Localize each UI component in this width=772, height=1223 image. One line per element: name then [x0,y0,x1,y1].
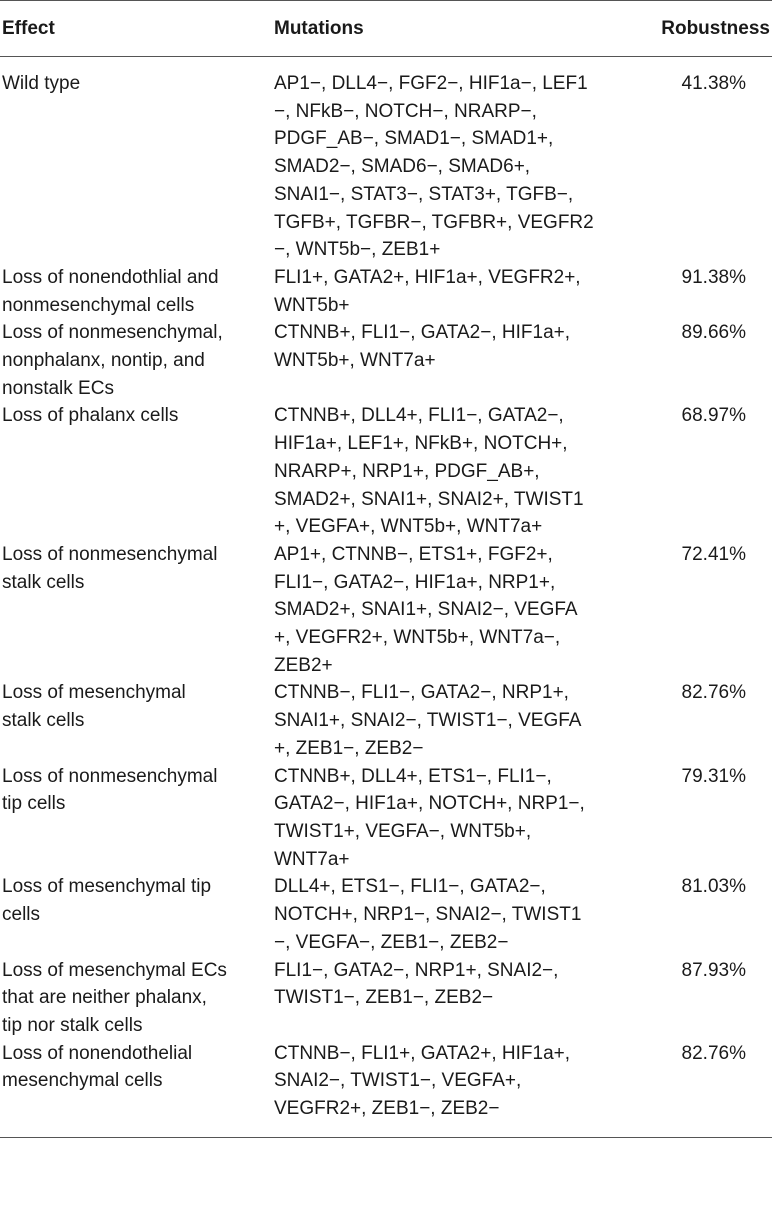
effect-cell-line: stalk cells [2,710,85,732]
effect-cell-line: tip nor stalk cells [2,1014,143,1036]
effect-cell-line: Loss of mesenchymal [2,682,186,704]
effect-cell-line: Loss of mesenchymal tip [2,876,212,898]
mutations-cell-line: +, VEGFR2+, WNT5b+, WNT7a−, [274,627,561,649]
robustness-cell: 81.03% [681,876,746,898]
table-row [0,57,772,264]
mutations-cell [272,679,640,762]
table-row [0,541,772,680]
effect-cell [0,763,272,874]
mutations-cell-line: HIF1a+, LEF1+, NFkB+, NOTCH+, [274,433,568,455]
mutations-cell-line: CTNNB−, FLI1+, GATA2+, HIF1a+, [274,1042,571,1064]
mutations-cell [272,57,640,264]
effect-cell-line: nonphalanx, nontip, and [2,350,205,372]
mutations-cell-line: GATA2−, HIF1a+, NOTCH+, NRP1−, [274,793,585,815]
effect-cell-line: mesenchymal cells [2,1070,163,1092]
effect-cell-line: Loss of nonendothlial and [2,266,219,288]
robustness-cell: 82.76% [681,682,746,704]
effect-cell-line: nonstalk ECs [2,377,114,399]
table-header [0,1,772,57]
mutations-cell-line: AP1−, DLL4−, FGF2−, HIF1a−, LEF1 [274,73,588,94]
table-row [0,264,772,319]
header-row [0,1,772,57]
robustness-cell: 72.41% [681,543,746,565]
robustness-cell: 79.31% [681,765,746,787]
effect-cell-line: Loss of nonmesenchymal [2,543,218,565]
effect-cell [0,957,272,1040]
table-row [0,679,772,762]
effect-cell-line: cells [2,904,41,926]
mutations-cell [272,873,640,956]
mutations-cell-line: SNAI1−, STAT3−, STAT3+, TGFB−, [274,183,574,205]
robustness-cell: 68.97% [681,405,746,427]
mutations-cell-line: AP1+, CTNNB−, ETS1+, FGF2+, [274,543,553,565]
effect-cell [0,57,272,264]
mutations-cell-line: SNAI1+, SNAI2−, TWIST1−, VEGFA [274,710,582,732]
mutations-cell-line: SMAD2+, SNAI1+, SNAI2−, VEGFA [274,599,578,621]
effect-cell-line: stalk cells [2,571,85,593]
robustness-cell: 82.76% [640,1040,772,1138]
mutations-cell-line: TWIST1+, VEGFA−, WNT5b+, [274,820,532,842]
mutations-cell-line: VEGFR2+, ZEB1−, ZEB2− [274,1098,500,1120]
mutations-cell-line: ZEB2+ [274,654,333,676]
header-effect: Effect [0,1,272,57]
mutations-cell-line: +, VEGFA+, WNT5b+, WNT7a+ [274,516,543,538]
mutations-cell-line: +, ZEB1−, ZEB2− [274,737,424,759]
mutations-cell-line: CTNNB−, FLI1−, GATA2−, NRP1+, [274,682,569,704]
mutations-cell [272,957,640,1040]
mutations-cell-line: −, WNT5b−, ZEB1+ [274,239,441,261]
effect-cell-line: Loss of nonmesenchymal [2,765,218,787]
effect-cell [0,873,272,956]
effect-cell [0,264,272,319]
table-row [0,873,772,956]
mutations-cell-line: FLI1−, GATA2−, HIF1a+, NRP1+, [274,571,556,593]
table-row [0,402,772,541]
table-body [0,57,772,1138]
mutations-cell-line: TWIST1−, ZEB1−, ZEB2− [274,987,494,1009]
mutations-cell-line: SNAI2−, TWIST1−, VEGFA+, [274,1070,522,1092]
effect-cell-line: Wild type [2,73,81,94]
mutations-cell-line: WNT5b+ [274,294,350,316]
mutations-cell [272,763,640,874]
mutations-cell-line: −, NFkB−, NOTCH−, NRARP−, [274,100,537,122]
effect-cell-line: Loss of mesenchymal ECs [2,959,227,981]
mutations-cell-line: CTNNB+, DLL4+, FLI1−, GATA2−, [274,405,564,427]
mutations-cell-line: NOTCH+, NRP1−, SNAI2−, TWIST1 [274,904,582,926]
mutations-cell [272,541,640,680]
mutations-cell-line: SMAD2−, SMAD6−, SMAD6+, [274,156,531,178]
mutations-cell-line: −, VEGFA−, ZEB1−, ZEB2− [274,931,509,953]
effect-cell [0,1040,272,1138]
effect-cell-line: Loss of phalanx cells [2,405,179,427]
mutations-cell-line: FLI1+, GATA2+, HIF1a+, VEGFR2+, [274,266,581,288]
mutations-cell-line: PDGF_AB−, SMAD1−, SMAD1+, [274,128,554,150]
effect-cell [0,402,272,541]
table-row [0,1040,772,1138]
robustness-cell: 41.38% [681,73,746,94]
mutations-cell [272,319,640,402]
effect-cell [0,679,272,762]
mutations-cell-line: SMAD2+, SNAI1+, SNAI2+, TWIST1 [274,488,584,510]
mutations-cell-line: DLL4+, ETS1−, FLI1−, GATA2−, [274,876,546,898]
effect-cell-line: nonmesenchymal cells [2,294,195,316]
header-robustness: Robustness [640,1,772,57]
table-row [0,763,772,874]
effect-cell-line: Loss of nonmesenchymal, [2,322,223,344]
effect-cell [0,319,272,402]
table-row [0,957,772,1040]
mutations-cell-line: WNT7a+ [274,848,350,870]
mutations-cell [272,264,640,319]
robustness-cell: 87.93% [681,959,746,981]
mutations-cell [272,1040,640,1138]
mutations-cell-line: WNT5b+, WNT7a+ [274,350,436,372]
effect-cell-line: tip cells [2,793,66,815]
mutations-cell-line: TGFB+, TGFBR−, TGFBR+, VEGFR2 [274,211,594,233]
mutations-cell-line: NRARP+, NRP1+, PDGF_AB+, [274,460,540,482]
header-mutations: Mutations [272,1,640,57]
mutations-cell [272,402,640,541]
effect-cell-line: that are neither phalanx, [2,987,207,1009]
table-row [0,319,772,402]
effect-cell [0,541,272,680]
effect-cell-line: Loss of nonendothelial [2,1042,193,1064]
robustness-cell: 91.38% [681,266,746,288]
mutations-cell-line: FLI1−, GATA2−, NRP1+, SNAI2−, [274,959,559,981]
robustness-cell: 89.66% [681,322,746,344]
mutations-cell-line: CTNNB+, DLL4+, ETS1−, FLI1−, [274,765,552,787]
mutations-cell-line: CTNNB+, FLI1−, GATA2−, HIF1a+, [274,322,571,344]
